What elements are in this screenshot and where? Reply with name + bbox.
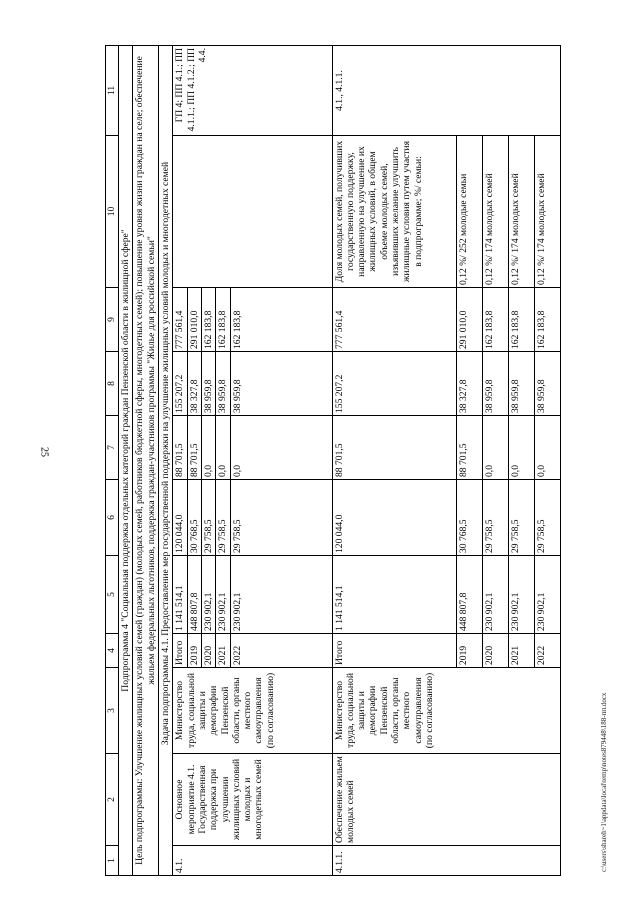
indicator-value: 0,12 %/ 174 молодых семей (534, 136, 560, 288)
budget-value: 0,0 (534, 416, 560, 480)
budget-value: 777 561,4 (173, 288, 187, 352)
header-cell: 7 (106, 416, 119, 480)
budget-value: 30 768,5 (456, 480, 482, 556)
year: Итого (332, 634, 456, 668)
budget-value: 38 327,8 (187, 352, 201, 416)
executor: Министерство труда, социальной защиты и демографии Пензенской области, органы местного самоуправления (по согласованию) (332, 668, 560, 754)
budget-value: 0,0 (216, 416, 230, 480)
header-cell: 8 (106, 352, 119, 416)
budget-value: 155 207,2 (332, 352, 456, 416)
budget-value: 38 959,8 (216, 352, 230, 416)
budget-value: 291 010,0 (187, 288, 201, 352)
budget-value: 162 183,8 (216, 288, 230, 352)
total: 1 141 514,1 (332, 556, 456, 634)
header-cell: 3 (106, 668, 119, 754)
page-number: 25 (38, 447, 50, 457)
budget-value: 88 701,5 (456, 416, 482, 480)
indicator: Доля молодых семей, получивших государственную поддержку, направленную на улучшение их жилищных условий, в общем объеме молодых семей, изъявивших желание улучшить жилищные условия путем участия в подпрограмме; %/ семьи: (332, 136, 456, 288)
budget-value: 162 183,8 (201, 288, 215, 352)
total: 230 902,1 (230, 556, 332, 634)
budget-value: 162 183,8 (508, 288, 534, 352)
year: Итого (173, 634, 187, 668)
budget-value: 0,0 (508, 416, 534, 480)
year: 2022 (534, 634, 560, 668)
budget-value: 29 758,5 (216, 480, 230, 556)
budget-value: 0,0 (201, 416, 215, 480)
row-number: 4.1. (173, 846, 332, 876)
activity-name: Обеспечение жильем молодых семей (332, 754, 560, 846)
budget-value: 38 959,8 (230, 352, 332, 416)
budget-value: 120 044,0 (173, 480, 187, 556)
total: 230 902,1 (508, 556, 534, 634)
header-row (106, 46, 119, 876)
header-cell: 2 (106, 754, 119, 846)
year: 2019 (456, 634, 482, 668)
activity-name: Основное мероприятие 4.1. Государственная поддержка при улучшении жилищных условий молодых и многодетных семей (173, 754, 332, 846)
header-cell: 4 (106, 634, 119, 668)
budget-value: 38 959,8 (534, 352, 560, 416)
budget-value: 29 758,5 (508, 480, 534, 556)
total: 230 902,1 (216, 556, 230, 634)
total: 230 902,1 (201, 556, 215, 634)
budget-value: 120 044,0 (332, 480, 456, 556)
indicator-value: 0,12 %/ 174 молодых семей (482, 136, 508, 288)
header-cell: 1 (106, 846, 119, 876)
budget-value: 0,0 (230, 416, 332, 480)
year: 2021 (216, 634, 230, 668)
table-row (332, 46, 456, 876)
program-links: ГП 4; ПП 4.1.; ПП 4.1.1.; ПП 4.1.2.; ПП 4.4. (173, 46, 332, 136)
budget-value: 29 758,5 (534, 480, 560, 556)
budget-value: 38 327,8 (456, 352, 482, 416)
rotated-page (105, 46, 593, 876)
subprogram-title: Подпрограмма 4 "Социальная поддержка отдельных категорий граждан Пензенской области в жилищной сфере" (119, 46, 133, 876)
budget-value: 38 959,8 (508, 352, 534, 416)
program-table (105, 45, 561, 876)
budget-value: 38 959,8 (482, 352, 508, 416)
total: 448 807,8 (187, 556, 201, 634)
row-number: 4.1.1. (332, 846, 560, 876)
header-cell: 6 (106, 480, 119, 556)
budget-value: 29 758,5 (230, 480, 332, 556)
budget-value: 162 183,8 (534, 288, 560, 352)
header-cell: 5 (106, 556, 119, 634)
total: 1 141 514,1 (173, 556, 187, 634)
subprogram-task: Задача подпрограммы 4.1. Предоставление мер государственной поддержки на улучшение жилищных условий молодых и многодетных семей (158, 46, 172, 876)
year: 2020 (482, 634, 508, 668)
budget-value: 38 959,8 (201, 352, 215, 416)
budget-value: 155 207,2 (173, 352, 187, 416)
header-cell: 11 (106, 46, 119, 136)
total: 230 902,1 (482, 556, 508, 634)
indicator (173, 136, 332, 288)
budget-value: 777 561,4 (332, 288, 456, 352)
header-cell: 10 (106, 136, 119, 288)
budget-value: 30 768,5 (187, 480, 201, 556)
year: 2022 (230, 634, 332, 668)
budget-value: 88 701,5 (173, 416, 187, 480)
executor: Министерство труда, социальной защиты и демографии Пензенской области, органы местного самоуправления (по согласованию) (173, 668, 332, 754)
budget-value: 162 183,8 (230, 288, 332, 352)
subprogram-goal: Цель подпрограммы: Улучшение жилищных условий семей (граждан) (молодых семей, работников бюджетной сферы, многодетных семей); повышение уровня жизни граждан на селе; обеспечение жильем федеральных льготников, поддержка граждан-участников программы "Жилье для российской семьи" (133, 46, 159, 876)
budget-value: 291 010,0 (456, 288, 482, 352)
year: 2021 (508, 634, 534, 668)
year: 2019 (187, 634, 201, 668)
budget-value: 29 758,5 (201, 480, 215, 556)
budget-value: 0,0 (482, 416, 508, 480)
budget-value: 88 701,5 (187, 416, 201, 480)
header-cell: 9 (106, 288, 119, 352)
budget-value: 162 183,8 (482, 288, 508, 352)
budget-value: 88 701,5 (332, 416, 456, 480)
program-links: 4.1., 4.1.1. (332, 46, 560, 136)
budget-value: 29 758,5 (482, 480, 508, 556)
table-row (173, 46, 187, 876)
year: 2020 (201, 634, 215, 668)
indicator-value: 0,12 %/ 174 молодых семей (508, 136, 534, 288)
total: 230 902,1 (534, 556, 560, 634)
footer-path: c:\users\shareh~1\appdata\local\temp\notes879448\188-пп.docx (600, 692, 608, 872)
indicator-value: 0,12 %/ 252 молодые семьи (456, 136, 482, 288)
total: 448 807,8 (456, 556, 482, 634)
